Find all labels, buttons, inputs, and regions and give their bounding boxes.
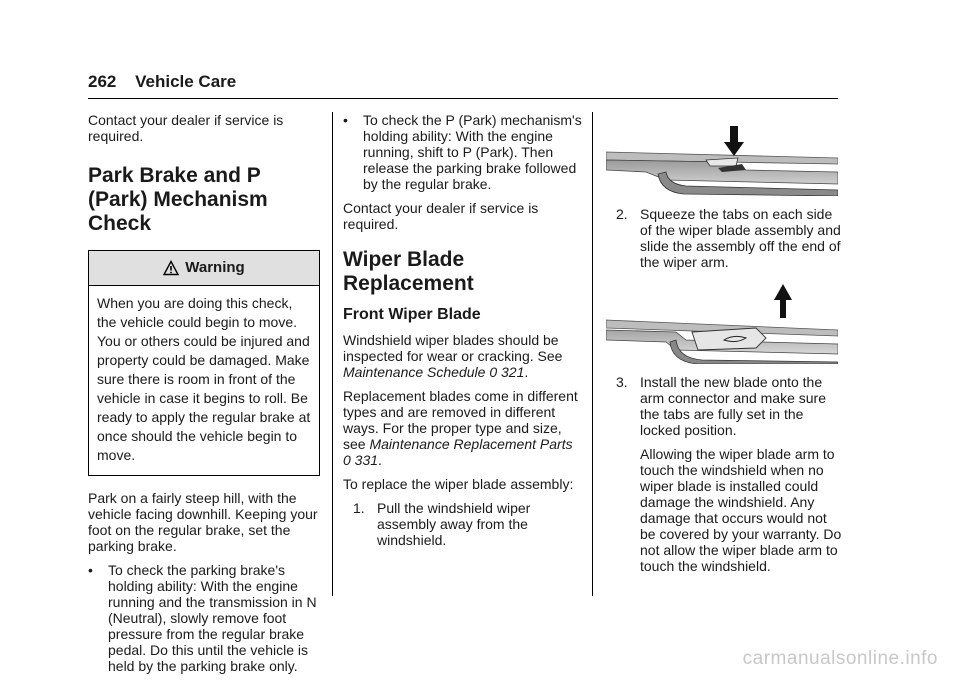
column-divider-1 bbox=[332, 112, 333, 596]
page-ref[interactable]: 0 331 bbox=[343, 452, 379, 468]
step-1 bbox=[343, 500, 583, 548]
watermark-text: carmanualsonline.info bbox=[742, 648, 938, 669]
warning-title: Warning bbox=[185, 259, 245, 276]
wiper-removal-illustration-1 bbox=[606, 114, 838, 196]
wiper-heading: Wiper Blade Replacement bbox=[343, 248, 474, 295]
replace-intro: To replace the wiper blade assembly: bbox=[343, 476, 574, 492]
warning-icon bbox=[163, 260, 179, 276]
list-item bbox=[88, 562, 320, 674]
bullet-marker: • bbox=[88, 562, 93, 578]
list-item bbox=[343, 112, 583, 192]
bullet-marker: • bbox=[343, 112, 348, 128]
section-title: Vehicle Care bbox=[135, 72, 237, 91]
warning-header bbox=[89, 251, 319, 286]
park-instructions: Park on a fairly steep hill, with the vehicle facing downhill. Keeping your foot on the regular brake, set the parking brake. bbox=[88, 490, 318, 554]
step-3 bbox=[606, 374, 842, 438]
step-text: Squeeze the tabs on each side of the wiper blade assembly and slide the assembly off the end of the wiper arm. bbox=[640, 206, 841, 270]
step-text: Install the new blade onto the arm connector and make sure the tabs are fully set in the locked position. bbox=[640, 374, 826, 438]
warning-box bbox=[88, 250, 320, 476]
park-brake-heading: Park Brake and P (Park) Mechanism Check bbox=[88, 164, 268, 235]
header-rule bbox=[88, 98, 838, 99]
page-number: 262 bbox=[88, 72, 117, 91]
page-header bbox=[88, 72, 236, 92]
intro-text: Contact your dealer if service is required. bbox=[88, 112, 284, 144]
maintenance-schedule-link[interactable]: Maintenance Schedule bbox=[343, 364, 486, 380]
period: . bbox=[524, 364, 529, 380]
bullet-text: To check the P (Park) mechanism's holding ability: With the engine running, shift to P (Park). Then release the parking brake followed by the regular brake. bbox=[363, 112, 582, 192]
page-ref[interactable]: 0 321 bbox=[489, 364, 525, 380]
inspect-text: Windshield wiper blades should be inspected for wear or cracking. See bbox=[343, 332, 563, 364]
warning-body: When you are doing this check, the vehicle could begin to move. You or others could be injured and property could be damaged. Make sure there is room in front of the vehicle in case it begins to roll. Be ready to apply the regular brake at once should the vehicle begin to move. bbox=[97, 295, 311, 463]
contact-text: Contact your dealer if service is required. bbox=[343, 200, 539, 232]
step-number: 1. bbox=[353, 500, 365, 516]
period: . bbox=[378, 452, 382, 468]
inspect-paragraph bbox=[343, 332, 583, 380]
column-2 bbox=[343, 112, 583, 556]
column-divider-2 bbox=[592, 112, 593, 596]
replacement-parts-link[interactable]: Maintenance Replacement Parts bbox=[369, 436, 573, 452]
replacement-text: Replacement blades come in different types and are removed in different ways. For the proper type and size, see bbox=[343, 388, 578, 452]
step-text: Pull the windshield wiper assembly away from the windshield. bbox=[377, 500, 531, 548]
bullet-text: To check the parking brake's holding ability: With the engine running and the transmission in N (Neutral), slowly remove foot pressure from the regular brake pedal. Do this until the vehicle is held by the parking brake only. bbox=[108, 562, 317, 674]
step-number: 2. bbox=[616, 206, 628, 222]
step-number: 3. bbox=[616, 374, 628, 390]
step-2 bbox=[606, 206, 842, 270]
replacement-paragraph bbox=[343, 388, 583, 468]
front-wiper-subheading: Front Wiper Blade bbox=[343, 306, 481, 323]
wiper-removal-illustration-2 bbox=[606, 278, 838, 364]
column-3 bbox=[606, 112, 842, 582]
column-1 bbox=[88, 112, 320, 682]
step-3-note: Allowing the wiper blade arm to touch the windshield when no wiper blade is installed could damage the windshield. Any damage that occurs would not be covered by your warranty. Do not allow the wiper blade arm to touch the windshield. bbox=[640, 446, 842, 574]
